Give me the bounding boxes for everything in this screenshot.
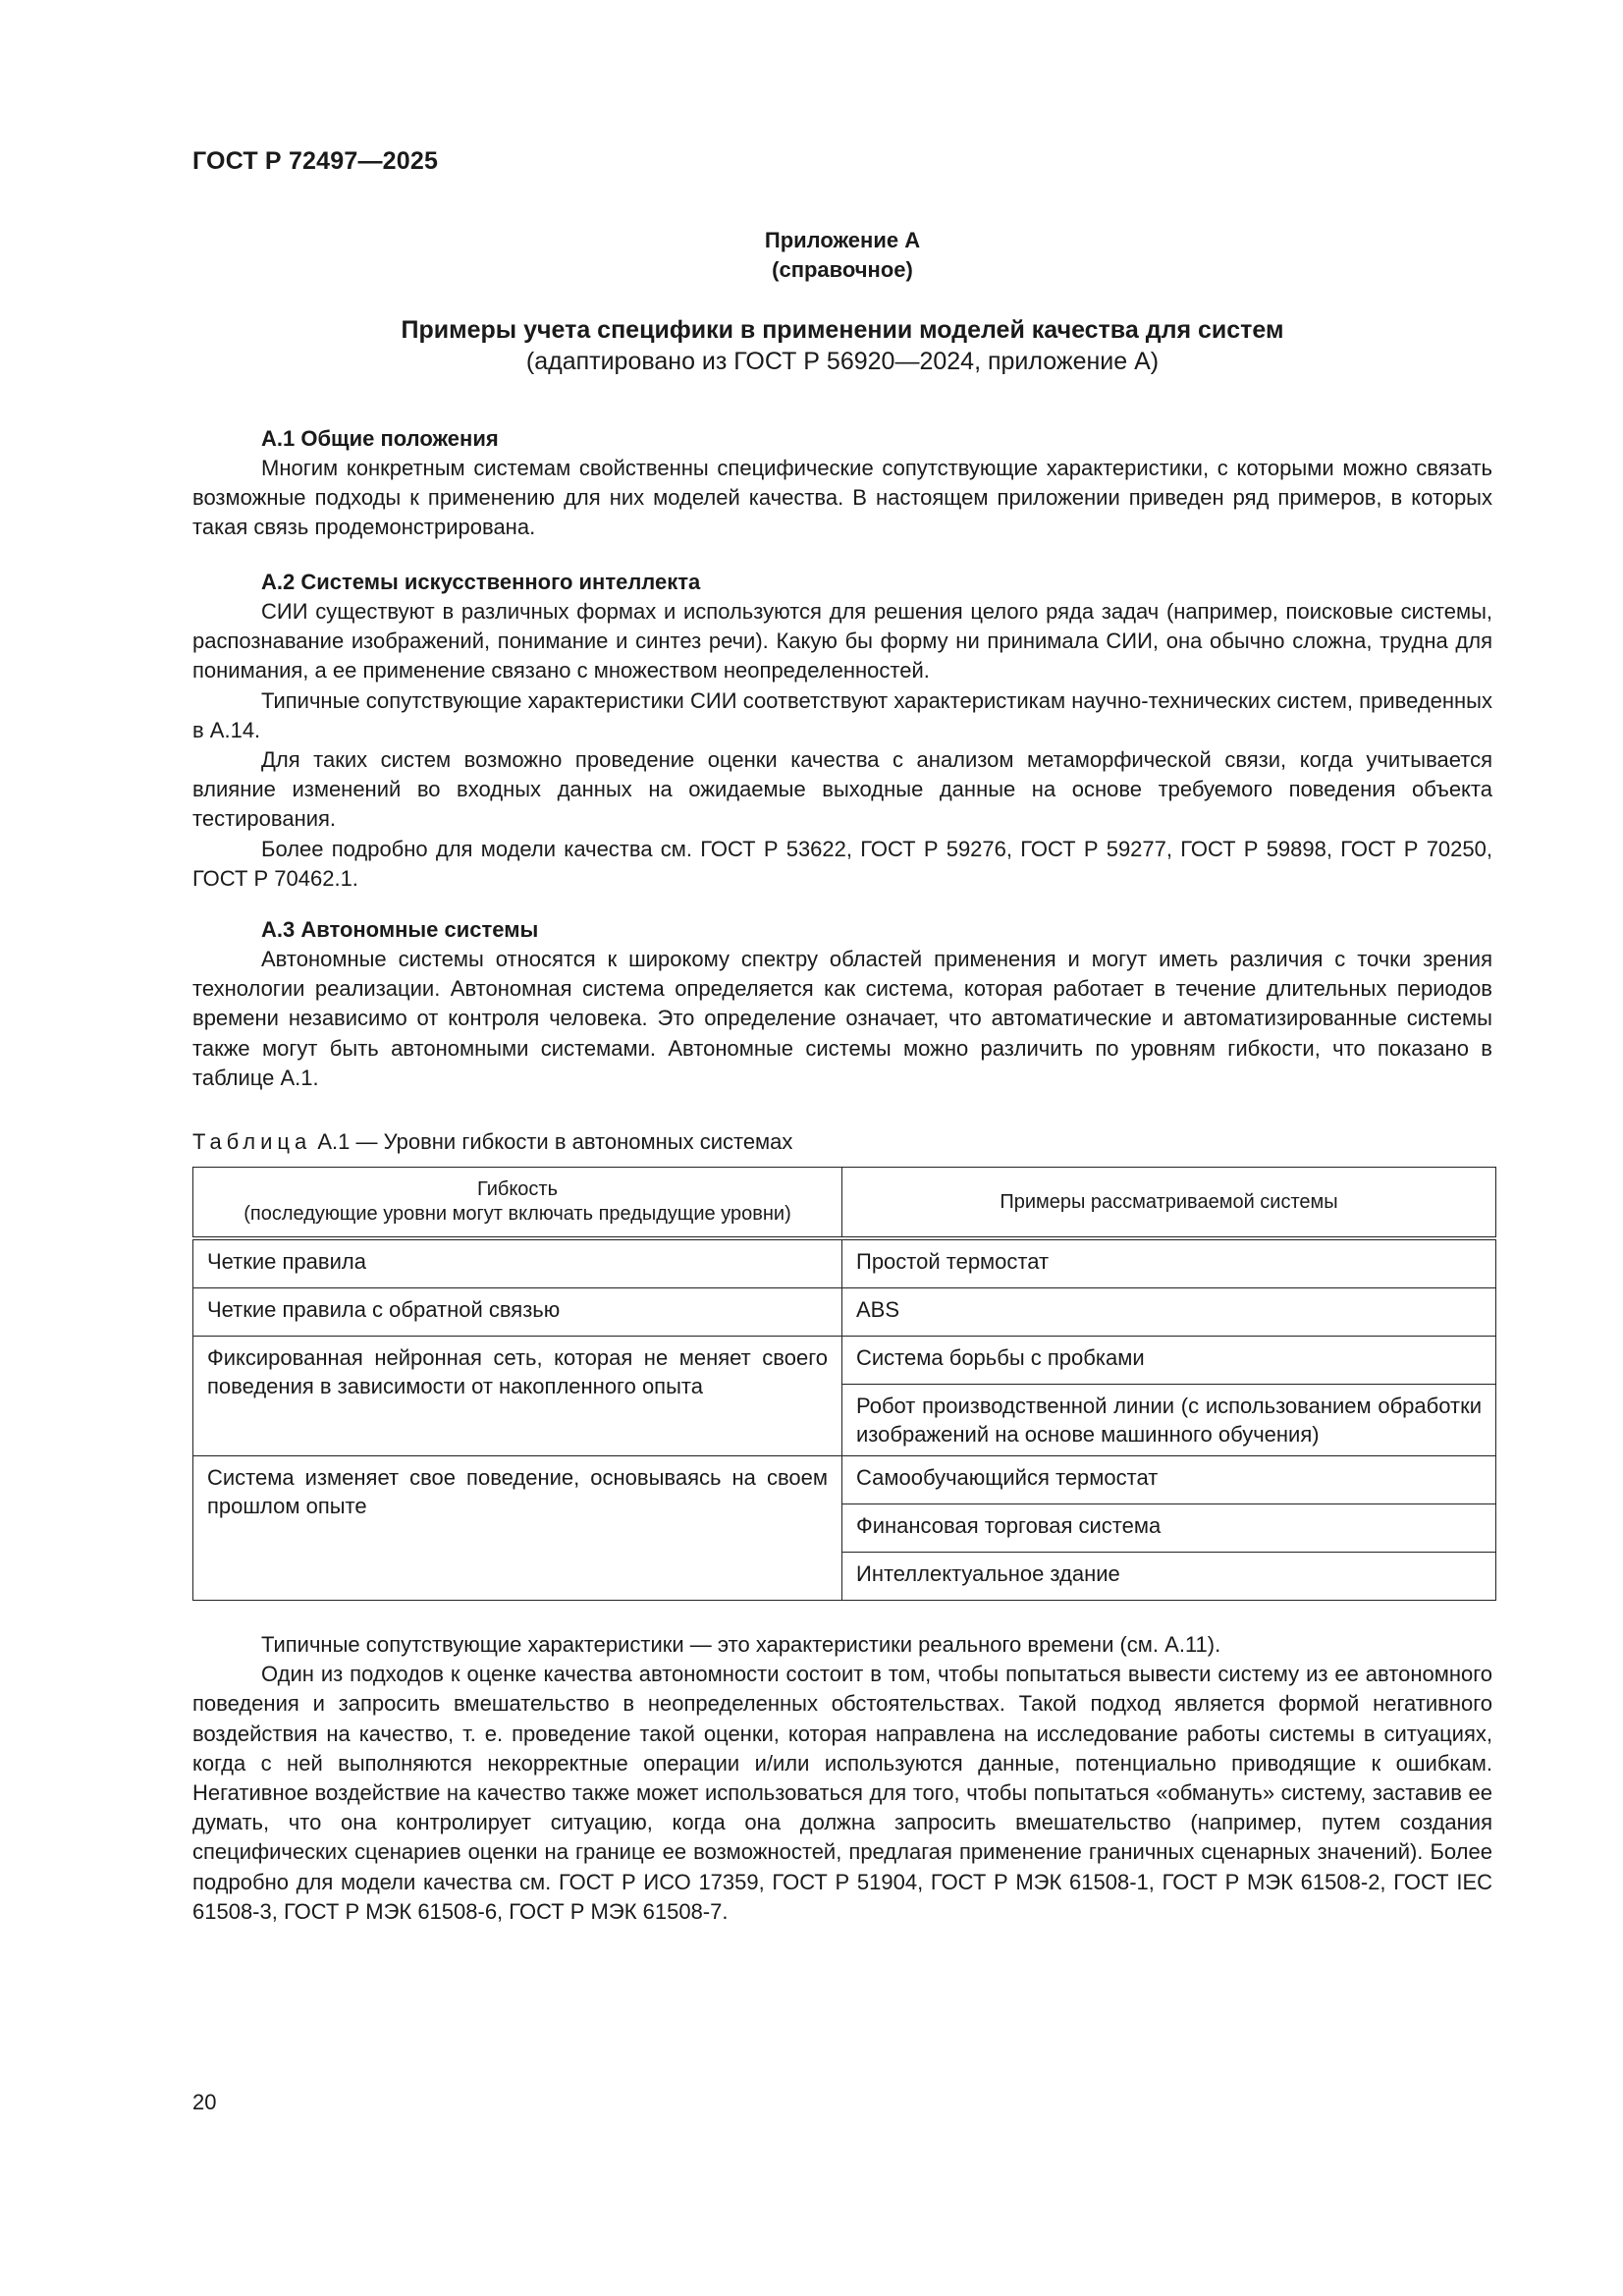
table-caption bbox=[192, 1127, 792, 1157]
post-table-text bbox=[192, 1630, 1492, 1927]
table-row bbox=[193, 1337, 1496, 1385]
section-heading-a2: А.2 Системы искусственного интеллекта bbox=[261, 570, 701, 594]
table-header-row bbox=[193, 1168, 1496, 1239]
column-header-examples: Примеры рассматриваемой системы bbox=[842, 1168, 1496, 1239]
section-a2 bbox=[192, 568, 1492, 894]
column-header-flexibility-title: Гибкость bbox=[476, 1178, 558, 1200]
appendix-subtitle: (адаптировано из ГОСТ Р 56920—2024, приложение А) bbox=[525, 348, 1160, 375]
table-cell-example: Финансовая торговая система bbox=[842, 1504, 1496, 1553]
table-cell-level: Система изменяет свое поведение, основываясь на своем прошлом опыте bbox=[193, 1456, 842, 1601]
paragraph: Один из подходов к оценке качества автономности состоит в том, чтобы попытаться вывести систему из ее автономного поведения и запросить вмешательство в неопределенных обстоятельствах. Такой подход является формой негативного воздействия на качество, т. е. проведение такой оценки, которая направлена на исследование работы системы в ситуациях, когда с ней выполняются некорректные операции и/или используются данные, потенциально приводящие к ошибкам. Негативное воздействие на качество также может использоваться для того, чтобы попытаться «обмануть» систему, заставив ее думать, что она контролирует ситуацию, когда она должна запросить вмешательство (например, путем создания специфических сценариев оценки на границе ее возможностей, предлагая применение граничных сценарных значений). Более подробно для модели качества см. ГОСТ Р ИСО 17359, ГОСТ Р 51904, ГОСТ Р МЭК 61508-1, ГОСТ Р МЭК 61508-2, ГОСТ IEC 61508-3, ГОСТ Р МЭК 61508-6, ГОСТ Р МЭК 61508-7. bbox=[192, 1662, 1492, 1924]
flexibility-table bbox=[192, 1167, 1496, 1601]
page-number: 20 bbox=[192, 2090, 217, 2114]
table-cell-example: Система борьбы с пробками bbox=[842, 1337, 1496, 1385]
table-cell-level: Четкие правила с обратной связью bbox=[193, 1288, 842, 1337]
appendix-type: (справочное) bbox=[772, 257, 913, 282]
table-row bbox=[193, 1288, 1496, 1337]
table-cell-example: Самообучающийся термостат bbox=[842, 1456, 1496, 1504]
paragraph: Многим конкретным системам свойственны специфические сопутствующие характеристики, с которыми можно связать возможные подходы к применению для них моделей качества. В настоящем приложении приведен ряд примеров, в которых такая связь продемонстрирована. bbox=[192, 456, 1492, 540]
table-cell-example: Простой термостат bbox=[842, 1238, 1496, 1288]
table-caption-text: А.1 — Уровни гибкости в автономных системах bbox=[311, 1129, 793, 1154]
table-row bbox=[193, 1238, 1496, 1288]
table-cell-level: Четкие правила bbox=[193, 1238, 842, 1288]
document-code: ГОСТ Р 72497—2025 bbox=[192, 147, 439, 175]
appendix-label: Приложение А bbox=[764, 228, 921, 252]
section-a3 bbox=[192, 915, 1492, 1093]
section-heading-a1: А.1 Общие положения bbox=[261, 426, 499, 451]
table-row bbox=[193, 1456, 1496, 1504]
appendix-title: Примеры учета специфики в применении моделей качества для систем bbox=[401, 316, 1284, 344]
paragraph: СИИ существуют в различных формах и используются для решения целого ряда задач (например, поисковые системы, распознавание изображений, понимание и синтез речи). Какую бы форму ни принимала СИИ, она обычно сложна, трудна для понимания, а ее применение связано с множеством неопределенностей. bbox=[192, 599, 1492, 683]
column-header-flexibility-note: (последующие уровни могут включать предыдущие уровни) bbox=[243, 1203, 791, 1225]
section-a1 bbox=[192, 424, 1492, 543]
paragraph: Более подробно для модели качества см. ГОСТ Р 53622, ГОСТ Р 59276, ГОСТ Р 59277, ГОСТ Р 59898, ГОСТ Р 70250, ГОСТ Р 70462.1. bbox=[192, 836, 1492, 891]
table-cell-level: Фиксированная нейронная сеть, которая не меняет своего поведения в зависимости от накопленного опыта bbox=[193, 1337, 842, 1456]
paragraph: Для таких систем возможно проведение оценки качества с анализом метаморфической связи, когда учитывается влияние изменений во входных данных на ожидаемые выходные данные на основе требуемого поведения объекта тестирования. bbox=[192, 747, 1492, 832]
table-cell-example: ABS bbox=[842, 1288, 1496, 1337]
section-heading-a3: А.3 Автономные системы bbox=[261, 917, 539, 942]
table-caption-word: Таблица bbox=[192, 1129, 312, 1154]
table-cell-example: Интеллектуальное здание bbox=[842, 1553, 1496, 1601]
table-cell-example: Робот производственной линии (с использованием обработки изображений на основе машинного обучения) bbox=[842, 1385, 1496, 1456]
paragraph: Типичные сопутствующие характеристики СИИ соответствуют характеристикам научно-технических систем, приведенных в А.14. bbox=[192, 687, 1492, 742]
paragraph: Типичные сопутствующие характеристики — это характеристики реального времени (см. А.11). bbox=[261, 1632, 1221, 1657]
column-header-flexibility bbox=[193, 1168, 842, 1239]
paragraph: Автономные системы относятся к широкому спектру областей применения и могут иметь различия с точки зрения технологии реализации. Автономная система определяется как система, которая работает в течение длительных периодов времени независимо от контроля человека. Это определение означает, что автоматические и автоматизированные системы также могут быть автономными системами. Автономные системы можно различить по уровням гибкости, что показано в таблице А.1. bbox=[192, 947, 1492, 1090]
